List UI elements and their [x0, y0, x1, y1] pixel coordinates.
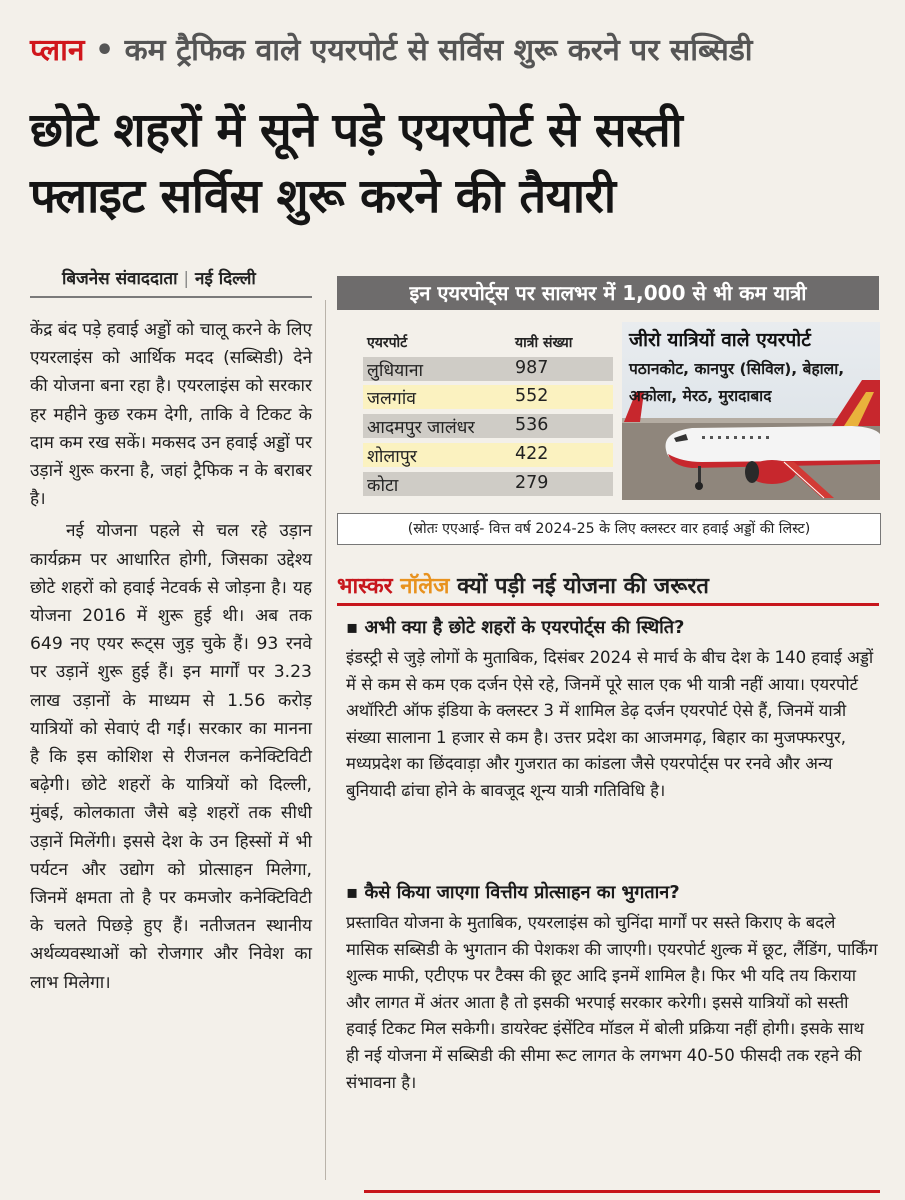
question-1: ▪ अभी क्या है छोटे शहरों के एयरपोर्ट्स की स्थिति? [346, 617, 685, 638]
infobox-title: इन एयरपोर्ट्स पर सालभर में 1,000 से भी कम यात्री [337, 276, 879, 310]
byline-divider [30, 296, 312, 298]
kicker [30, 28, 753, 69]
kicker-bullet: • [95, 33, 115, 68]
column-divider [325, 300, 326, 1180]
table-cell-passengers: 279 [515, 473, 549, 493]
table-col-passengers: यात्री संख्या [515, 335, 573, 351]
zero-passenger-list: पठानकोट, कानपुर (सिविल), बेहाला, अकोला, मेरठ, मुरादाबाद [629, 360, 845, 405]
knowledge-brand-2: नॉलेज [400, 574, 450, 599]
table-cell-passengers: 987 [515, 358, 549, 378]
byline-place: नई दिल्ली [195, 269, 256, 289]
knowledge-title: क्यों पड़ी नई योजना की जरूरत [457, 574, 709, 599]
table-cell-airport: शोलापुर [367, 447, 417, 467]
byline-separator: | [183, 269, 190, 289]
table-cell-airport: जलगांव [367, 389, 416, 409]
knowledge-brand-1: भास्कर [337, 574, 393, 599]
table-row [363, 385, 613, 409]
article-body [30, 316, 312, 997]
answer-1: इंडस्ट्री से जुड़े लोगों के मुताबिक, दिसंबर 2024 से मार्च के बीच देश के 140 हवाई अड्डों में से कम से कम एक दर्जन ऐसे रहे, जिनमें पूरे साल एक भी यात्री नहीं आया। एयरपोर्ट अथॉरिटी ऑफ इंडिया के क्लस्टर 3 में शामिल डेढ़ दर्जन एयरपोर्ट ऐसे हैं, जिनमें यात्री संख्या सालाना 1 हजार से कम है। उत्तर प्रदेश का आजमगढ़, बिहार का मुजफ्फरपुर, मध्यप्रदेश का छिंदवाड़ा और गुजरात का कांडला जैसे एयरपोर्ट्स पर रनवे और अन्य बुनियादी ढांचा होने के बावजूद शून्य यात्री गतिविधि है। [346, 648, 874, 800]
table-row [363, 357, 613, 381]
knowledge-header [337, 570, 709, 600]
source-note: (स्रोतः एएआई- वित्त वर्ष 2024-25 के लिए क्लस्टर वार हवाई अड्डों की लिस्ट) [337, 513, 881, 545]
table-col-airport: एयरपोर्ट [367, 335, 408, 351]
zero-passenger-title: जीरो यात्रियों वाले एयरपोर्ट [629, 329, 811, 351]
table-cell-passengers: 422 [515, 444, 549, 464]
byline-reporter: बिजनेस संवाददाता [62, 269, 178, 289]
bottom-divider [364, 1190, 880, 1193]
table-row [363, 414, 613, 438]
body-paragraph-1: केंद्र बंद पड़े हवाई अड्डों को चालू करने के लिए एयरलाइंस को आर्थिक मदद (सब्सिडी) देने की योजना बना रहा है। एयरलाइंस को सरकार हर महीने कुछ रकम देगी, ताकि वे टिकट के दाम कम रख सकें। मकसद उन हवाई अड्डों पर उड़ानें शुरू करना है, जहां ट्रैफिक न के बराबर है। [30, 320, 312, 510]
headline-line-1: छोटे शहरों में सूने पड़े एयरपोर्ट से सस्ती [30, 103, 683, 158]
table-row [363, 472, 613, 496]
table-cell-passengers: 552 [515, 386, 549, 406]
airplane-photo [622, 322, 880, 500]
headline [30, 98, 880, 230]
kicker-text: कम ट्रैफिक वाले एयरपोर्ट से सर्विस शुरू करने पर सब्सिडी [124, 33, 753, 68]
table-cell-airport: लुधियाना [367, 361, 424, 381]
table-cell-passengers: 536 [515, 415, 549, 435]
kicker-label: प्लान [30, 33, 85, 68]
question-2: ▪ कैसे किया जाएगा वित्तीय प्रोत्साहन का भुगतान? [346, 882, 680, 903]
answer-2: प्रस्तावित योजना के मुताबिक, एयरलाइंस को चुनिंदा मार्गों पर सस्ते किराए के बदले मासिक सब्सिडी के भुगतान की पेशकश की जाएगी। एयरपोर्ट शुल्क में छूट, लैंडिंग, पार्किंग शुल्क माफी, एटीएफ पर टैक्स की छूट आदि इनमें शामिल है। फिर भी यदि तय किराया और लागत में अंतर आता है तो इसकी भरपाई सरकार करेगी। इससे यात्रियों को सस्ती हवाई टिकट मिल सकेगी। डायरेक्ट इंसेंटिव मॉडल में बोली प्रक्रिया नहीं होगी। इसके साथ ही नई योजना में सब्सिडी की सीमा रूट लागत के लगभग 40-50 फीसदी तक रहने की संभावना है। [346, 913, 878, 1092]
headline-line-2: फ्लाइट सर्विस शुरू करने की तैयारी [30, 169, 616, 224]
table-cell-airport: कोटा [367, 476, 399, 496]
byline [62, 266, 256, 289]
body-paragraph-2: नई योजना पहले से चल रहे उड़ान कार्यक्रम पर आधारित होगी, जिसका उद्देश्य छोटे शहरों को हवाई नेटवर्क से जोड़ना है। यह योजना 2016 में शुरू हुई थी। अब तक 649 नए एयर रूट्स जुड़ चुके हैं। 93 रनवे पर उड़ानें शुरू हुई हैं। इन मार्गों पर 3.23 लाख उड़ानों के माध्यम से 1.56 करोड़ यात्रियों को सेवाएं दी गईं। सरकार का मानना है कि इस कोशिश से रीजनल कनेक्टिविटी बढ़ेगी। छोटे शहरों के यात्रियों को दिल्ली, मुंबई, कोलकाता जैसे बड़े शहरों तक सीधी उड़ानें मिलेंगी। इससे देश के उन हिस्सों में भी पर्यटन और उद्योग को प्रोत्साहन मिलेगा, जिनमें क्षमता तो है पर कमजोर कनेक्टिविटी के चलते पिछड़े हुए हैं। नतीजतन स्थानीय अर्थव्यवस्थाओं को रोजगार और निवेश का लाभ मिलेगा। [30, 521, 312, 993]
table-cell-airport: आदमपुर जालंधर [367, 418, 475, 438]
table-row [363, 443, 613, 467]
table-header [363, 333, 613, 357]
knowledge-divider [337, 603, 879, 606]
